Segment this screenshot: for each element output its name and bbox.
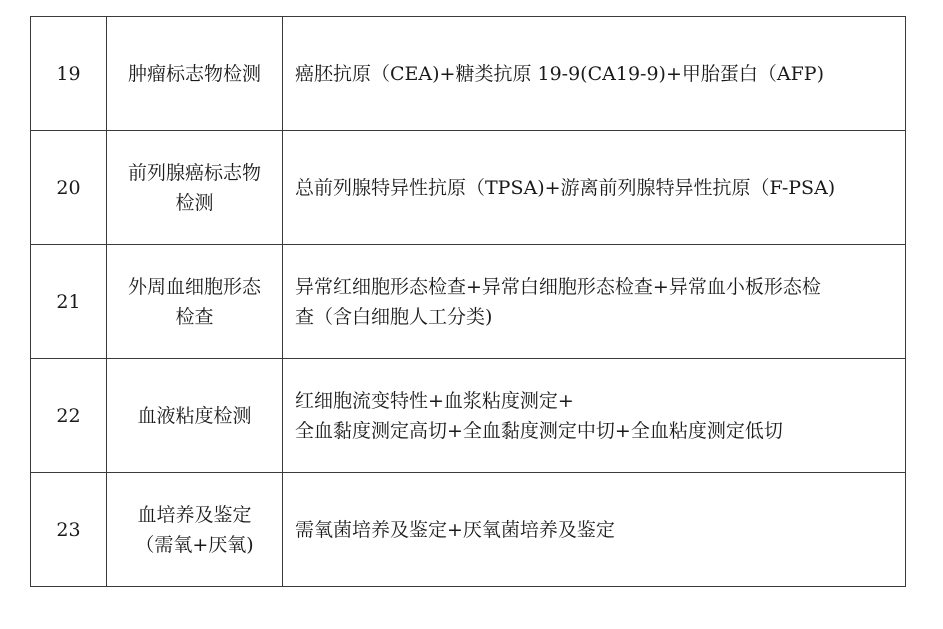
test-item-name-line: 肿瘤标志物检测 [127, 62, 261, 85]
test-item-name [107, 131, 283, 245]
test-item-content [283, 245, 906, 359]
test-item-content-line: 需氧菌培养及鉴定+厌氧菌培养及鉴定 [295, 518, 615, 541]
test-item-name-line: （需氧+厌氧) [135, 533, 254, 556]
row-number: 21 [31, 245, 107, 359]
row-number: 23 [31, 473, 107, 587]
table-row [31, 17, 906, 131]
test-item-content-line: 异常红细胞形态检查+异常白细胞形态检查+异常血小板形态检 [295, 275, 821, 298]
test-item-name-line: 血培养及鉴定 [137, 503, 252, 526]
test-item-name-line: 前列腺癌标志物 [127, 161, 261, 184]
test-item-name-line: 检查 [175, 305, 214, 328]
test-item-content-line: 总前列腺特异性抗原（TPSA)+游离前列腺特异性抗原（F-PSA) [295, 176, 836, 199]
test-items-table-container [30, 16, 905, 587]
table-row [31, 245, 906, 359]
test-item-content [283, 131, 906, 245]
test-item-content-line: 红细胞流变特性+血浆粘度测定+ [295, 389, 574, 412]
test-item-content [283, 17, 906, 131]
test-item-content-line: 癌胚抗原（CEA)+糖类抗原 19-9(CA19-9)+甲胎蛋白（AFP) [295, 62, 824, 85]
test-item-content [283, 359, 906, 473]
test-item-name [107, 17, 283, 131]
test-item-name-line: 血液粘度检测 [137, 404, 252, 427]
test-items-table [30, 16, 906, 587]
test-item-name-line: 检测 [175, 191, 214, 214]
row-number: 22 [31, 359, 107, 473]
table-row [31, 359, 906, 473]
test-item-content [283, 473, 906, 587]
table-row [31, 131, 906, 245]
test-item-name [107, 359, 283, 473]
test-item-name-line: 外周血细胞形态 [127, 275, 261, 298]
table-row [31, 473, 906, 587]
test-item-name [107, 245, 283, 359]
test-item-name [107, 473, 283, 587]
test-item-content-line: 全血黏度测定高切+全血黏度测定中切+全血粘度测定低切 [295, 419, 783, 442]
test-item-content-line: 查（含白细胞人工分类) [295, 305, 493, 328]
row-number: 19 [31, 17, 107, 131]
row-number: 20 [31, 131, 107, 245]
